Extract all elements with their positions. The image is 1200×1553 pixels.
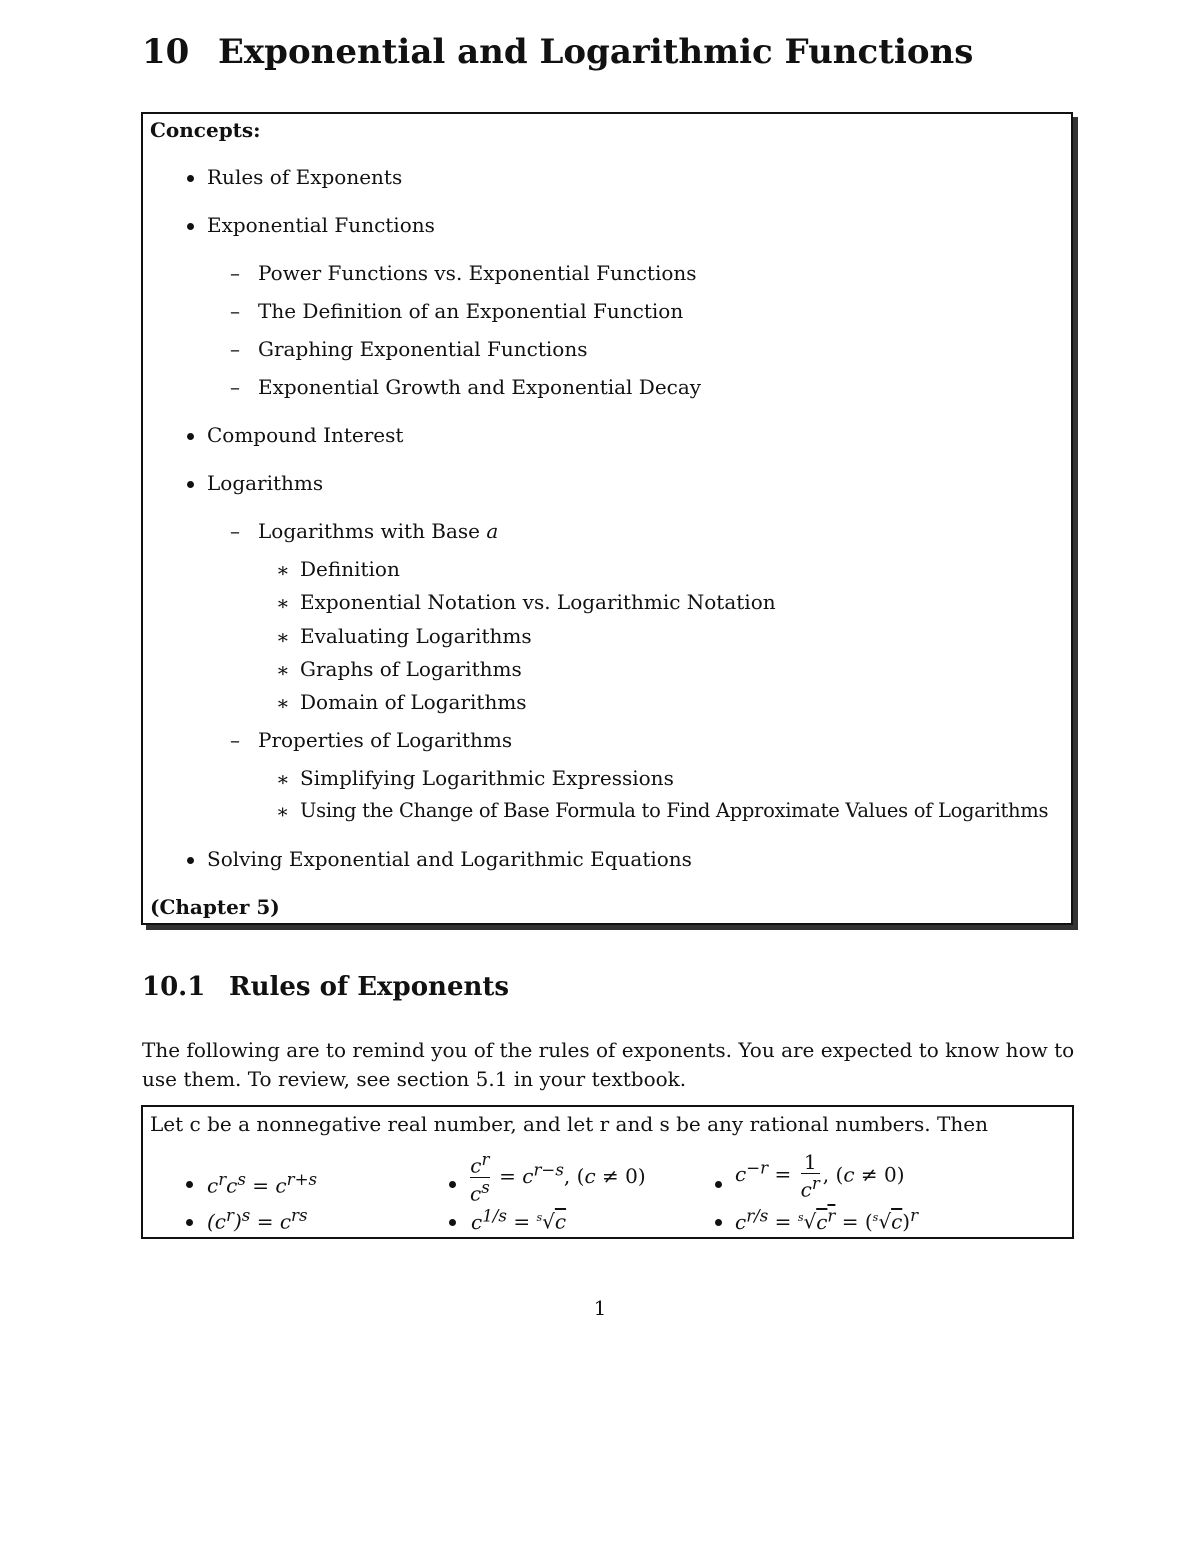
bullet-icon <box>186 1219 193 1226</box>
rule-product: $c^rc^s = c^{r+s}$ <box>207 1170 318 1198</box>
base-variable: a <box>486 519 499 543</box>
list-item: Solving Exponential and Logarithmic Equations <box>207 847 692 871</box>
list-item: Exponential Functions <box>207 213 435 237</box>
list-item: ∗ Using the Change of Base Formula to Find Approximate Values of Logarithms <box>300 799 1048 822</box>
list-item: Rules of Exponents <box>207 165 403 189</box>
list-item: ∗ Evaluating Logarithms <box>300 624 532 648</box>
chapter-title <box>142 32 973 72</box>
list-item: Compound Interest <box>207 423 404 447</box>
bullet-icon <box>449 1219 456 1226</box>
chapter-reference: (Chapter 5) <box>150 895 280 919</box>
exponent-rules-box <box>141 1105 1074 1239</box>
list-item: – Properties of Logarithms <box>258 728 512 752</box>
section-title <box>142 972 509 1002</box>
concepts-box <box>141 112 1073 925</box>
list-item: ∗ Exponential Notation vs. Logarithmic Notation <box>300 590 776 614</box>
bullet-icon <box>186 1181 193 1188</box>
page-number: 1 <box>593 1296 607 1320</box>
bullet-icon <box>715 1219 722 1226</box>
section-number: 10.1 <box>142 972 206 1002</box>
list-item: – The Definition of an Exponential Function <box>258 299 683 323</box>
rule-power: $(c^r)^s = c^{rs}$ <box>207 1206 308 1234</box>
list-item <box>258 519 498 543</box>
list-item: Logarithms <box>207 471 324 495</box>
chapter-number: 10 <box>142 32 190 72</box>
list-item: – Graphing Exponential Functions <box>258 337 587 361</box>
rule-root: $c^{1/s} = ^s√c$ <box>471 1206 567 1234</box>
bullet-icon <box>449 1181 456 1188</box>
rules-lead: Let c be a nonnegative real number, and let r and s be any rational numbers. Then <box>150 1112 988 1136</box>
rule-negative: $c^{-r}$ = $\frac{1}{c^r}$ , (c ≠ 0) <box>735 1150 905 1202</box>
list-item: ∗ Definition <box>300 557 400 581</box>
rule-quotient: $\frac{c^r}{c^s}$ = $c^{r-s}$, (c ≠ 0) <box>470 1150 646 1206</box>
list-item: ∗ Simplifying Logarithmic Expressions <box>300 766 674 790</box>
concepts-heading: Concepts: <box>150 118 261 142</box>
chapter-title-text: Exponential and Logarithmic Functions <box>218 32 974 72</box>
list-item: – Power Functions vs. Exponential Functions <box>258 261 697 285</box>
bullet-icon <box>715 1181 722 1188</box>
rule-rational: $c^{r/s} = ^s√c^r = (^s√c)^r$ <box>735 1206 919 1234</box>
list-item: – Exponential Growth and Exponential Decay <box>258 375 701 399</box>
intro-paragraph: The following are to remind you of the rules of exponents. You are expected to know how to use them. To review, see section 5.1 in your textbook. <box>142 1038 1075 1091</box>
list-item-text: Logarithms with Base <box>258 519 481 543</box>
list-item: ∗ Graphs of Logarithms <box>300 657 522 681</box>
section-title-text: Rules of Exponents <box>229 972 510 1002</box>
list-item: ∗ Domain of Logarithms <box>300 690 527 714</box>
